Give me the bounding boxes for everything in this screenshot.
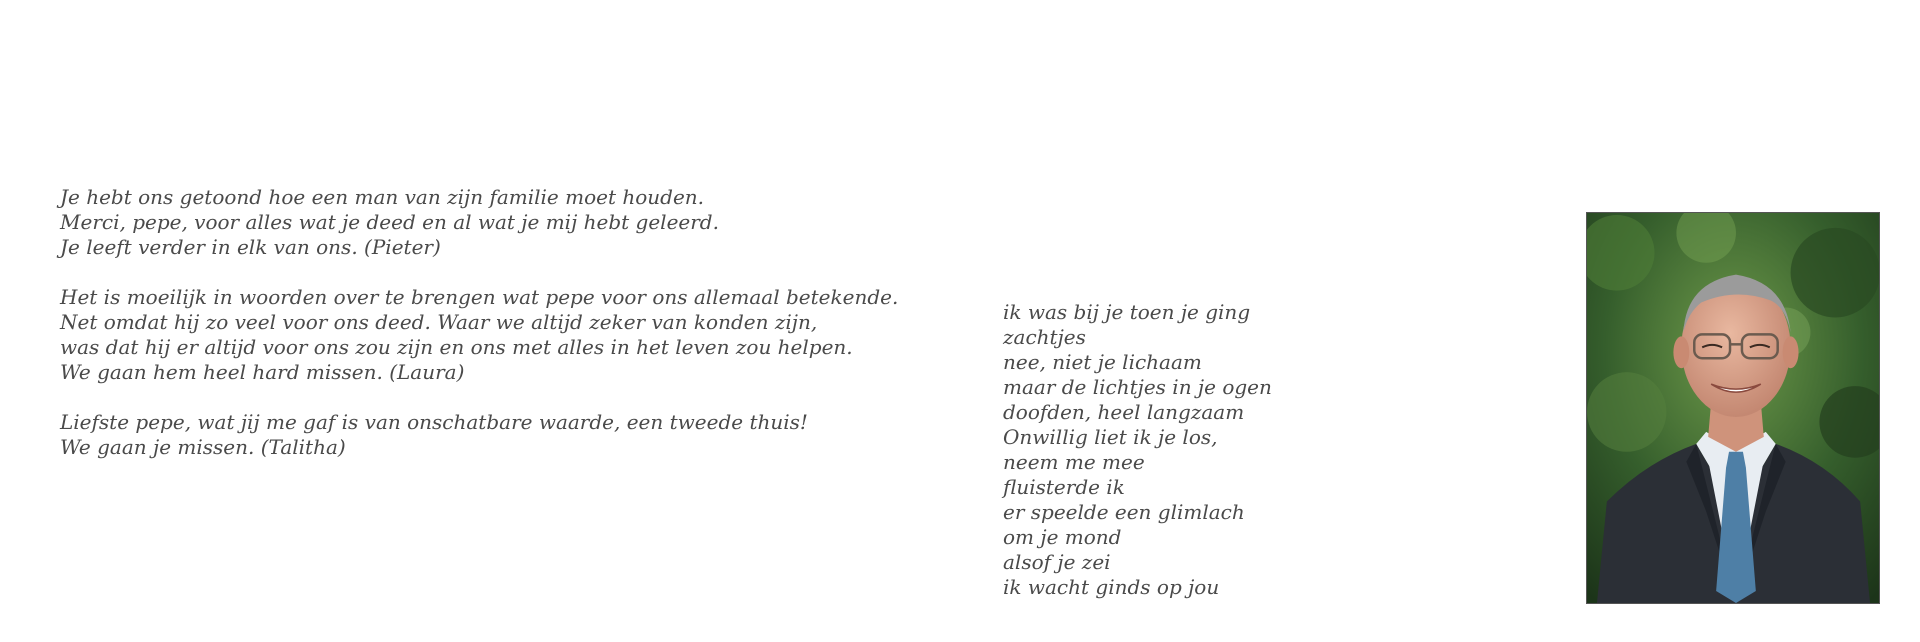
message-pieter <box>60 185 960 260</box>
poem-line: om je mond <box>1003 525 1122 549</box>
poem-line: ik wacht ginds op jou <box>1003 575 1220 599</box>
poem-line: doofden, heel langzaam <box>1003 400 1245 424</box>
message-line: Je leeft verder in elk van ons. (Pieter) <box>60 235 441 259</box>
message-line: Net omdat hij zo veel voor ons deed. Waar we altijd zeker van konden zijn, <box>60 310 818 334</box>
message-line: Je hebt ons getoond hoe een man van zijn familie moet houden. <box>60 185 705 209</box>
poem <box>1003 300 1403 600</box>
poem-line: neem me mee <box>1003 450 1145 474</box>
poem-line: alsof je zei <box>1003 550 1111 574</box>
message-line: We gaan hem heel hard missen. (Laura) <box>60 360 465 384</box>
portrait-photo <box>1586 212 1880 604</box>
message-line: Het is moeilijk in woorden over te brengen wat pepe voor ons allemaal betekende. <box>60 285 899 309</box>
family-messages <box>60 185 960 485</box>
poem-line: zachtjes <box>1003 325 1086 349</box>
message-line: was dat hij er altijd voor ons zou zijn en ons met alles in het leven zou helpen. <box>60 335 853 359</box>
poem-line: Onwillig liet ik je los, <box>1003 425 1218 449</box>
poem-line: maar de lichtjes in je ogen <box>1003 375 1272 399</box>
message-line: Merci, pepe, voor alles wat je deed en al wat je mij hebt geleerd. <box>60 210 719 234</box>
message-laura <box>60 285 960 385</box>
message-line: We gaan je missen. (Talitha) <box>60 435 346 459</box>
poem-line: er speelde een glimlach <box>1003 500 1245 524</box>
poem-line: ik was bij je toen je ging <box>1003 300 1251 324</box>
poem-line: nee, niet je lichaam <box>1003 350 1202 374</box>
poem-line: fluisterde ik <box>1003 475 1125 499</box>
message-line: Liefste pepe, wat jij me gaf is van onschatbare waarde, een tweede thuis! <box>60 410 808 434</box>
message-talitha <box>60 410 960 460</box>
portrait-illustration <box>1587 213 1879 603</box>
